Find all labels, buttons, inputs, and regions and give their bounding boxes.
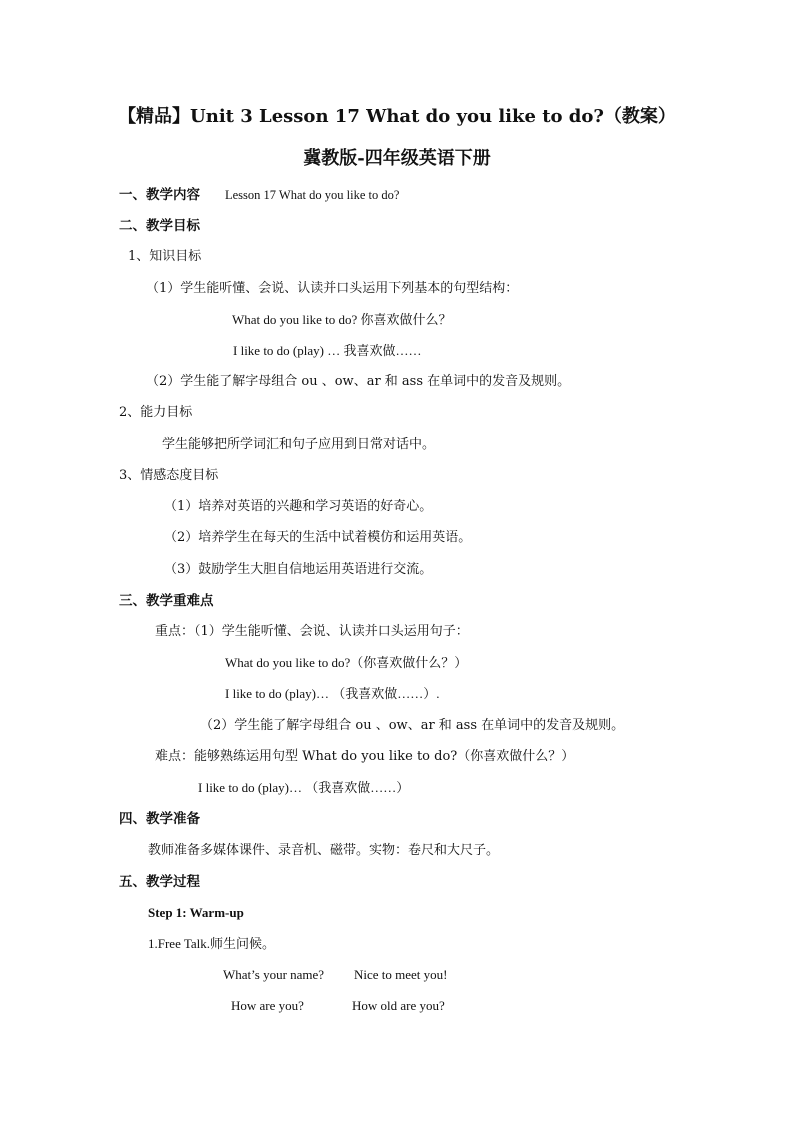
- difficulty-sentence: I like to do (play)… （我喜欢做……）: [198, 780, 410, 795]
- sentence-pattern-2: I like to do (play) … 我喜欢做……: [233, 343, 422, 358]
- dialog-line-1a: What’s your name?: [223, 967, 325, 982]
- ability-goal-text: 学生能够把所学词汇和句子应用到日常对话中。: [162, 437, 436, 452]
- difficulty-line: 难点：能够熟练运用句型 What do you like to do?（你喜欢做什么？）: [155, 749, 575, 764]
- sentence-pattern-1: What do you like to do? 你喜欢做什么？: [232, 312, 452, 327]
- page-title: 【精品】Unit 3 Lesson 17 What do you like to do?（教案）: [118, 106, 676, 127]
- key-item-2: （2）学生能了解字母组合 ou 、ow、ar 和 ass 在单词中的发音及规则。: [200, 718, 625, 733]
- free-talk-item: 1.Free Talk.师生问候。: [148, 936, 276, 951]
- dialog-line-2a: How are you?: [231, 998, 304, 1013]
- dialog-line-2b: How old are you?: [352, 998, 445, 1013]
- knowledge-goal-heading: 1、知识目标: [128, 249, 202, 264]
- emotion-item-2: （2）培养学生在每天的生活中试着模仿和运用英语。: [164, 530, 472, 545]
- knowledge-item-2: （2）学生能了解字母组合 ou 、ow、ar 和 ass 在单词中的发音及规则。: [146, 374, 571, 389]
- section-2-heading: 二、教学目标: [119, 218, 200, 234]
- emotion-goal-heading: 3、情感态度目标: [119, 468, 219, 483]
- key-sentence-2: I like to do (play)… （我喜欢做……）.: [225, 686, 440, 701]
- emotion-item-1: （1）培养对英语的兴趣和学习英语的好奇心。: [164, 499, 433, 514]
- section-1-heading: 一、教学内容: [119, 187, 200, 203]
- ability-goal-heading: 2、能力目标: [119, 405, 193, 420]
- emotion-item-3: （3）鼓励学生大胆自信地运用英语进行交流。: [164, 562, 433, 577]
- section-4-heading: 四、教学准备: [119, 811, 200, 827]
- section-1-content: Lesson 17 What do you like to do?: [225, 188, 400, 202]
- page-subtitle: 冀教版-四年级英语下册: [303, 148, 491, 169]
- key-sentence-1: What do you like to do?（你喜欢做什么？）: [225, 655, 468, 670]
- step-1-heading: Step 1: Warm-up: [148, 905, 244, 920]
- section-5-heading: 五、教学过程: [119, 874, 200, 890]
- key-point-line: 重点：（1）学生能听懂、会说、认读并口头运用句子：: [155, 624, 469, 639]
- knowledge-item-1: （1）学生能听懂、会说、认读并口头运用下列基本的句型结构：: [146, 281, 519, 296]
- section-3-heading: 三、教学重难点: [119, 593, 214, 609]
- preparation-text: 教师准备多媒体课件、录音机、磁带。实物：卷尺和大尺子。: [148, 843, 500, 858]
- dialog-line-1b: Nice to meet you!: [354, 967, 448, 982]
